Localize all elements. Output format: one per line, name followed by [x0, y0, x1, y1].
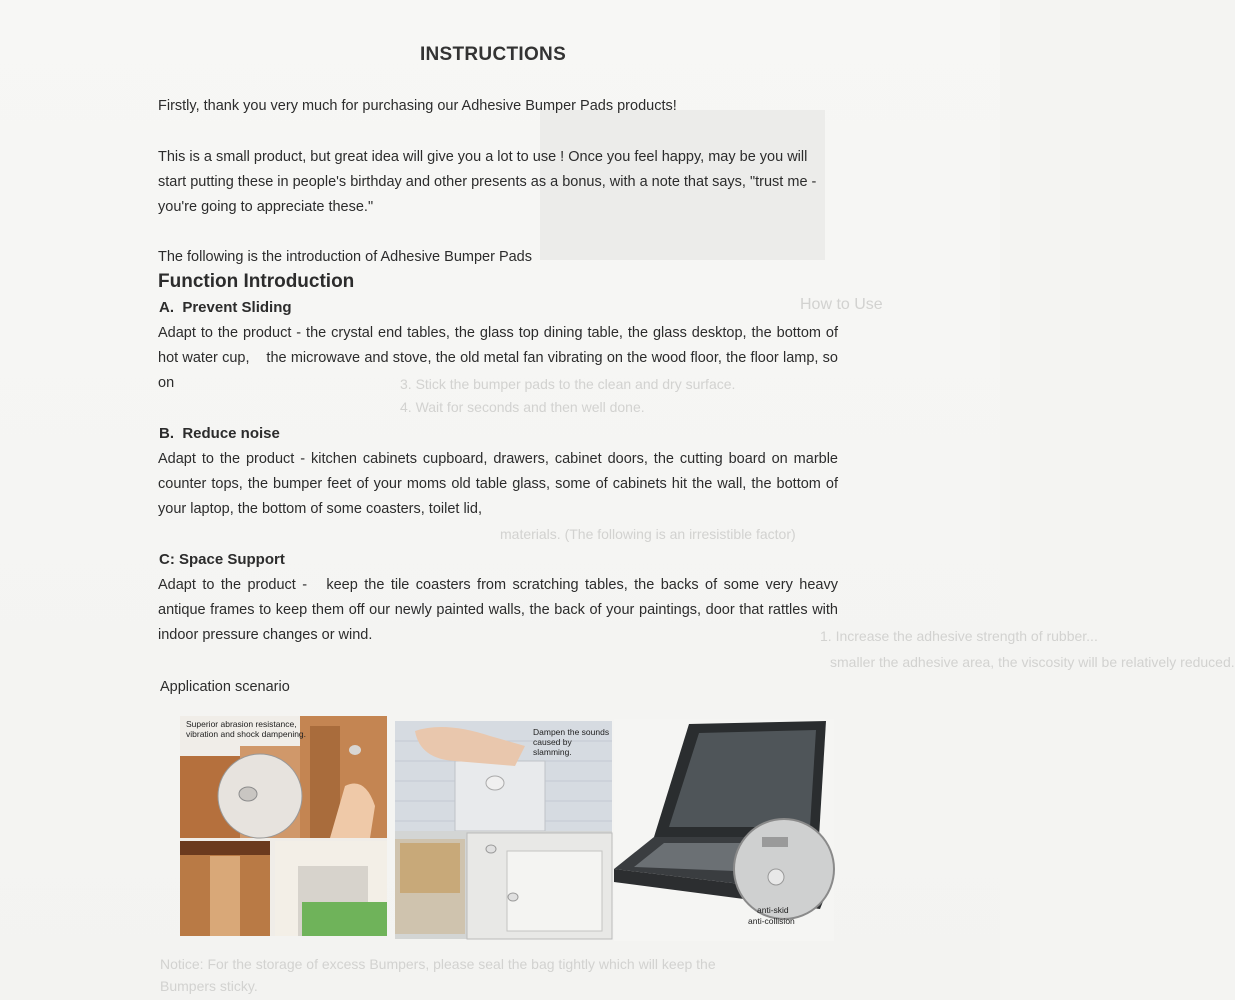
drawer-caption: Dampen the sounds caused by slamming. — [533, 727, 610, 757]
bleed-through-text: 1. Increase the adhesive strength of rubber... — [820, 628, 1098, 644]
section-body-a: Adapt to the product - the crystal end tables, the glass top dining table, the glass desktop, the bottom of hot water cup, the microwave and stove, the old metal fan vibrating on the wood floor, the floor lamp, so on — [158, 325, 843, 391]
bleed-through-text: smaller the adhesive area, the viscosity will be relatively reduced. — [830, 654, 1235, 670]
document-title: INSTRUCTIONS — [419, 44, 567, 65]
bleed-through-text: Bumpers sticky. — [160, 978, 258, 994]
function-heading: Function Introduction — [158, 271, 355, 292]
drawer-photo — [395, 721, 612, 939]
cabinet-photo — [180, 716, 387, 936]
application-label: Application scenario — [160, 679, 290, 695]
bleed-through-text: How to Use — [800, 296, 883, 313]
section-heading-c: C: Space Support — [159, 551, 285, 568]
laptop-photo — [614, 719, 834, 941]
bleed-through-text: materials. (The following is an irresistible factor) — [500, 526, 796, 542]
section-body-b: Adapt to the product - kitchen cabinets cupboard, drawers, cabinet doors, the cutting board on marble counter tops, the bumper feet of your moms old table glass, some of cabinets hit the wall, the bottom of your laptop, the bottom of some coasters, toilet lid, — [158, 451, 838, 517]
laptop-caption-anti-collision: anti-collision — [748, 916, 795, 926]
section-heading-a: A. Prevent Sliding — [159, 299, 292, 316]
laptop-caption-anti-skid: anti-skid — [757, 905, 789, 915]
intro-paragraph: Firstly, thank you very much for purchasing our Adhesive Bumper Pads products! — [158, 98, 677, 114]
bleed-through-text: 4. Wait for seconds and then well done. — [400, 399, 645, 415]
section-body-c: Adapt to the product - keep the tile coasters from scratching tables, the backs of some very heavy antique frames to keep them off our newly painted walls, the back of your paintings, door that rattles with indoor pressure changes or wind. — [158, 577, 843, 643]
description-paragraph: This is a small product, but great idea will give you a lot to use ! Once you feel happy, may be you will start putting these in people's birthday and other presents as a bonus, with a note that says, "trust me - you're going to appreciate these." — [158, 149, 817, 215]
bleed-through-text: Notice: For the storage of excess Bumpers, please seal the bag tightly which will keep the — [160, 956, 716, 972]
cabinet-caption: Superior abrasion resistance, vibration and shock dampening. — [186, 719, 307, 739]
bleed-through-text: 3. Stick the bumper pads to the clean and dry surface. — [400, 376, 736, 392]
section-heading-b: B. Reduce noise — [159, 425, 280, 442]
lead-sentence: The following is the introduction of Adhesive Bumper Pads — [158, 249, 532, 265]
